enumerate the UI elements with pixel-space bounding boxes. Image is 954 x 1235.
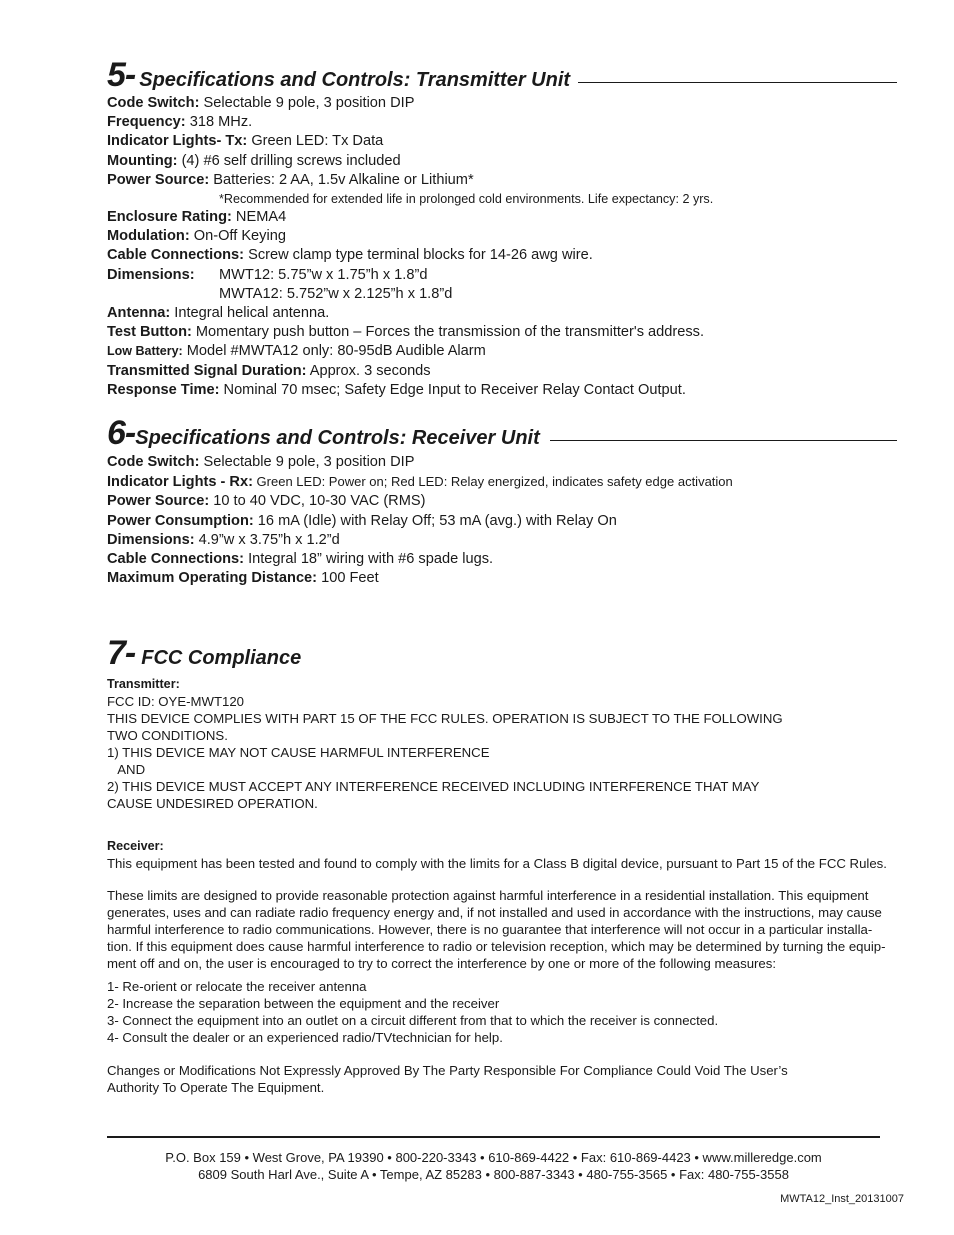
spec-label: Transmitted Signal Duration: xyxy=(107,362,307,379)
spec-label: Indicator Lights - Rx: xyxy=(107,474,253,491)
spec-row xyxy=(107,492,907,511)
spec-value: Model #MWTA12 only: 80-95dB Audible Alarm xyxy=(182,343,486,360)
spec-label: Test Button: xyxy=(107,324,192,341)
spec-value: Green LED: Power on; Red LED: Relay energized, indicates safety edge activation xyxy=(252,474,733,490)
section-6-heading xyxy=(107,414,897,453)
fcc-line: TWO CONDITIONS. xyxy=(107,728,228,743)
footer-address xyxy=(107,1149,880,1183)
spec-label: Indicator Lights- Tx: xyxy=(107,133,248,150)
spec-row xyxy=(107,381,907,400)
section-title: Specifications and Controls: Receiver Unit xyxy=(135,427,540,449)
transmitter-specs xyxy=(107,94,907,400)
fcc-para-line: tion. If this equipment does cause harmful interference to radio or television reception, which may be determined by turning the equip- xyxy=(107,939,886,954)
spec-label: Maximum Operating Distance: xyxy=(107,570,318,587)
spec-value: MWT12: 5.75”w x 1.75”h x 1.8”d xyxy=(219,266,428,283)
fcc-measure: 4- Consult the dealer or an experienced radio/TVtechnician for help. xyxy=(107,1030,503,1045)
battery-note: *Recommended for extended life in prolonged cold environments. Life expectancy: 2 yrs. xyxy=(219,192,714,207)
spec-label: Code Switch: xyxy=(107,454,200,470)
fcc-para-line: harmful interference to radio communications. However, there is no guarantee that interference will not occur in a particular installa- xyxy=(107,922,873,937)
spec-row-indicator xyxy=(107,472,907,492)
section-title: Specifications and Controls: Transmitter Unit xyxy=(139,69,571,91)
footer-line-1: P.O. Box 159 • West Grove, PA 19390 • 800-220-3343 • 610-869-4422 • Fax: 610-869-4423 • www.milleredge.com xyxy=(165,1150,822,1165)
spec-row-dimensions xyxy=(107,266,907,285)
spec-row xyxy=(107,531,907,550)
fcc-line: CAUSE UNDESIRED OPERATION. xyxy=(107,796,318,811)
spec-row-low-battery xyxy=(107,342,907,361)
fcc-para-line: generates, uses and can radiate radio frequency energy and, if not installed and used in accordance with the instructions, may cause xyxy=(107,905,882,920)
footer-line-2: 6809 South Harl Ave., Suite A • Tempe, AZ 85283 • 800-887-3343 • 480-755-3565 • Fax: 480-755-3558 xyxy=(198,1167,789,1182)
spec-row xyxy=(107,569,907,588)
fcc-line: FCC ID: OYE-MWT120 xyxy=(107,694,245,709)
spec-label: Cable Connections: xyxy=(107,551,245,568)
spec-label: Dimensions: xyxy=(107,266,195,283)
fcc-transmitter-heading: Transmitter: xyxy=(107,677,180,691)
fcc-closing-line: Authority To Operate The Equipment. xyxy=(107,1080,325,1095)
fcc-para-line: These limits are designed to provide reasonable protection against harmful interference in a residential installation. This equipment xyxy=(107,888,869,903)
spec-value: Momentary push button – Forces the transmission of the transmitter's address. xyxy=(191,324,705,341)
spec-label: Power Consumption: xyxy=(107,512,254,529)
spec-row xyxy=(107,152,907,171)
section-title: FCC Compliance xyxy=(141,647,302,669)
section-number: 6- xyxy=(107,414,136,452)
spec-label: Low Battery: xyxy=(107,344,183,359)
spec-label: Enclosure Rating: xyxy=(107,209,232,226)
spec-value: 16 mA (Idle) with Relay Off; 53 mA (avg.) with Relay On xyxy=(253,512,617,529)
fcc-para-line: ment off and on, the user is encouraged to try to correct the interference by one or more of the following measures: xyxy=(107,956,777,971)
spec-value: Integral 18” wiring with #6 spade lugs. xyxy=(244,551,494,568)
fcc-transmitter xyxy=(107,676,907,812)
fcc-closing-line: Changes or Modifications Not Expressly Approved By The Party Responsible For Compliance Could Void The User’s xyxy=(107,1063,788,1078)
spec-label: Frequency: xyxy=(107,114,186,131)
spec-value: (4) #6 self drilling screws included xyxy=(177,152,401,169)
fcc-receiver xyxy=(107,838,907,1096)
spec-value: On-Off Keying xyxy=(189,228,286,245)
spec-value: Approx. 3 seconds xyxy=(306,362,431,379)
spacer xyxy=(107,872,907,887)
fcc-measure: 2- Increase the separation between the equipment and the receiver xyxy=(107,996,500,1011)
spec-row xyxy=(107,512,907,531)
spec-row xyxy=(107,362,907,381)
fcc-receiver-heading: Receiver: xyxy=(107,839,164,853)
section-rule xyxy=(550,440,897,441)
section-5-heading xyxy=(107,56,897,95)
spec-label: Antenna: xyxy=(107,305,171,322)
spec-row xyxy=(107,304,907,323)
spec-label: Code Switch: xyxy=(107,95,200,111)
spec-value: Green LED: Tx Data xyxy=(247,133,384,150)
spec-row xyxy=(107,453,907,472)
fcc-receiver-intro: This equipment has been tested and found to comply with the limits for a Class B digital device, pursuant to Part 15 of the FCC Rules. xyxy=(107,856,887,871)
fcc-measure: 3- Connect the equipment into an outlet on a circuit different from that to which the receiver is connected. xyxy=(107,1013,719,1028)
spec-value: 318 MHz. xyxy=(185,114,253,131)
spec-value: 10 to 40 VDC, 10-30 VAC (RMS) xyxy=(209,493,426,510)
section-number: 7- xyxy=(107,634,136,672)
spec-label: Cable Connections: xyxy=(107,247,245,264)
spacer xyxy=(107,1046,907,1062)
spec-row xyxy=(107,550,907,569)
spec-label: Modulation: xyxy=(107,228,190,245)
receiver-specs xyxy=(107,453,907,588)
spec-label: Power Source: xyxy=(107,493,210,510)
fcc-line: AND xyxy=(107,762,146,777)
spec-value: Batteries: 2 AA, 1.5v Alkaline or Lithium* xyxy=(209,171,474,188)
spec-row xyxy=(107,227,907,246)
spec-value: 4.9”w x 3.75”h x 1.2”d xyxy=(194,531,340,548)
document-id: MWTA12_Inst_20131007 xyxy=(780,1193,904,1205)
fcc-line: 2) THIS DEVICE MUST ACCEPT ANY INTERFERENCE RECEIVED INCLUDING INTERFERENCE THAT MAY xyxy=(107,779,760,794)
spec-value-dimensions-2: MWTA12: 5.752”w x 2.125”h x 1.8”d xyxy=(219,285,453,302)
spec-row xyxy=(107,323,907,342)
fcc-measure: 1- Re-orient or relocate the receiver antenna xyxy=(107,979,367,994)
spec-row xyxy=(107,246,907,265)
fcc-line: 1) THIS DEVICE MAY NOT CAUSE HARMFUL INTERFERENCE xyxy=(107,745,490,760)
spec-row xyxy=(107,171,907,190)
spec-row xyxy=(107,94,907,113)
spec-row xyxy=(107,132,907,151)
spec-row xyxy=(107,113,907,132)
spec-label: Response Time: xyxy=(107,381,220,398)
spec-value: Nominal 70 msec; Safety Edge Input to Receiver Relay Contact Output. xyxy=(219,381,686,398)
section-number: 5- xyxy=(107,56,136,94)
spec-value: Screw clamp type terminal blocks for 14-26 awg wire. xyxy=(244,247,593,264)
spec-label: Power Source: xyxy=(107,171,210,188)
spec-value: 100 Feet xyxy=(317,570,379,587)
section-7-heading xyxy=(107,634,301,673)
section-rule xyxy=(578,82,897,83)
spec-row xyxy=(107,208,907,227)
spec-value: Selectable 9 pole, 3 position DIP xyxy=(199,454,415,470)
fcc-line: THIS DEVICE COMPLIES WITH PART 15 OF THE FCC RULES. OPERATION IS SUBJECT TO THE FOLLOWING xyxy=(107,711,783,726)
spec-label: Mounting: xyxy=(107,152,178,169)
spec-value: Selectable 9 pole, 3 position DIP xyxy=(199,95,415,111)
spec-value: Integral helical antenna. xyxy=(170,305,330,322)
spec-value: NEMA4 xyxy=(231,209,287,226)
spec-label: Dimensions: xyxy=(107,531,195,548)
footer-rule xyxy=(107,1136,880,1138)
